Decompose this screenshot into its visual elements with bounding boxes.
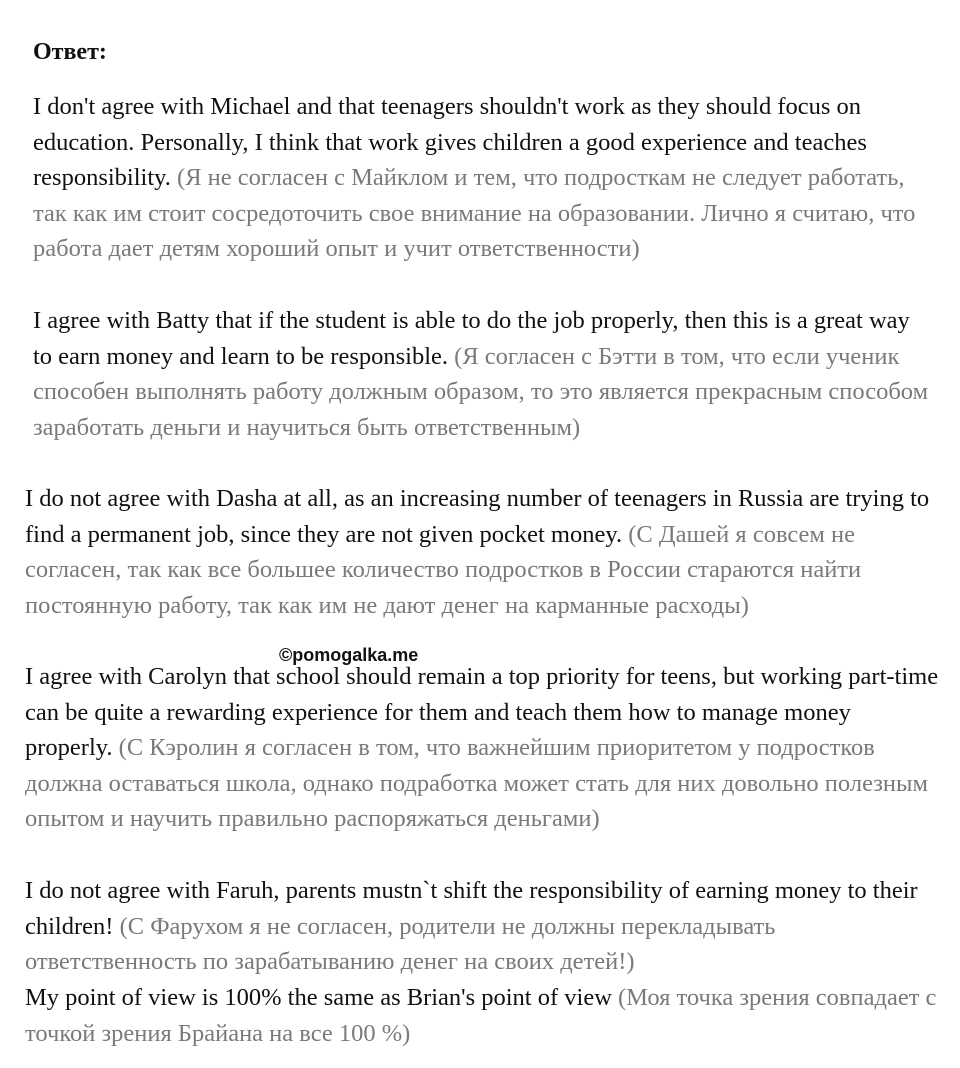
russian-translation: (Я согласен с Бэтти в том, что если ученик способен выполнять работу должным образом, то это является прекрасным способом заработать деньги и научиться быть ответственным) bbox=[33, 342, 929, 441]
answer-paragraph-brian bbox=[25, 980, 940, 1051]
english-text: My point of view is 100% the same as Brian's point of view bbox=[25, 984, 612, 1011]
english-text: I agree with Batty that if the student is able to do the job properly, then this is a great way to earn money and learn to be responsible. bbox=[33, 307, 910, 370]
watermark: ©pomogalka.me bbox=[279, 645, 419, 665]
answer-paragraph-carolyn bbox=[25, 659, 940, 837]
russian-translation: (Я не согласен с Майклом и тем, что подросткам не следует работать, так как им стоит сосредоточить свое внимание на образовании. Лично я считаю, что работа дает детям хороший опыт и учит ответственности) bbox=[33, 164, 916, 263]
russian-translation: (С Фарухом я не согласен, родители не должны перекладывать ответственность по зарабатыванию денег на своих детей!) bbox=[25, 912, 776, 976]
answer-paragraph-batty bbox=[33, 303, 933, 445]
english-text: I do not agree with Dasha at all, as an increasing number of teenagers in Russia are trying to find a permanent job, since they are not given pocket money. bbox=[25, 485, 930, 548]
answer-paragraph-michael bbox=[33, 89, 933, 267]
english-text: I don't agree with Michael and that teenagers shouldn't work as they should focus on education. Personally, I think that work gives children a good experience and teaches responsibility. bbox=[33, 93, 867, 192]
russian-translation: (Моя точка зрения совпадает с точкой зрения Брайана на все 100 %) bbox=[25, 984, 937, 1047]
russian-translation: (С Кэролин я согласен в том, что важнейшим приоритетом у подростков должна оставаться школа, однако подработка может стать для них довольно полезным опытом и научить правильно распоряжаться деньгами) bbox=[25, 734, 928, 833]
answer-paragraph-faruh bbox=[25, 873, 940, 980]
answer-paragraph-dasha bbox=[25, 481, 940, 623]
answer-heading: Ответ: bbox=[33, 39, 107, 65]
english-text: I agree with Carolyn that school should remain a top priority for teens, but working part-time can be quite a rewarding experience for them and teach them how to manage money properly. bbox=[25, 663, 939, 762]
russian-translation: (С Дашей я совсем не согласен, так как все большее количество подростков в России стараются найти постоянную работу, так как им не дают денег на карманные расходы) bbox=[25, 520, 862, 619]
english-text: I do not agree with Faruh, parents mustn`t shift the responsibility of earning money to their children! bbox=[25, 877, 918, 940]
